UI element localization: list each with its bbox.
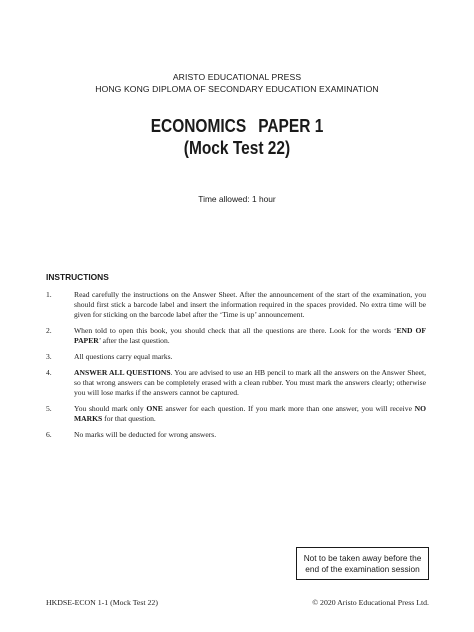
instruction-number: 2.: [46, 326, 52, 335]
instruction-text-part: ’ after the last question.: [98, 336, 170, 345]
instruction-emphasis: ONE: [146, 404, 163, 413]
instruction-number: 6.: [46, 430, 52, 439]
instructions-list: [46, 290, 426, 446]
notice-box: [296, 547, 429, 580]
instruction-text-part: You should mark only: [74, 404, 147, 413]
instruction-text: [74, 290, 426, 319]
instruction-text-part: Read carefully the instructions on the Answer Sheet. After the announcement of the start of the examination, you should first stick a barcode label and insert the information required in the spaces provided. No extra time will be given for sticking on the barcode label after the ‘Time is up’ announcement.: [74, 290, 426, 319]
instruction-item: [46, 290, 426, 320]
instruction-text: [74, 352, 172, 361]
instruction-text-part: When told to open this book, you should check that all the questions are there. Look for the words ‘: [74, 326, 397, 335]
time-allowed: Time allowed: 1 hour: [198, 194, 276, 204]
instruction-text: [74, 368, 426, 397]
publisher-header: [0, 72, 474, 95]
footer-code: HKDSE-ECON 1-1 (Mock Test 22): [46, 598, 158, 607]
instruction-text-part: No marks will be deducted for wrong answers.: [74, 430, 217, 439]
footer-copyright: © 2020 Aristo Educational Press Ltd.: [312, 598, 429, 607]
exam-name: HONG KONG DIPLOMA OF SECONDARY EDUCATION EXAMINATION: [95, 83, 379, 94]
subject-title: ECONOMICS: [150, 116, 247, 136]
publisher-name: ARISTO EDUCATIONAL PRESS: [172, 72, 302, 82]
instruction-emphasis: END OF PAPER: [74, 326, 426, 345]
instruction-emphasis: NO MARKS: [74, 404, 426, 423]
page-title: [33, 115, 441, 137]
test-subtitle: (Mock Test 22): [183, 138, 291, 158]
instruction-number: 4.: [46, 368, 52, 377]
instruction-item: [46, 404, 426, 424]
instruction-text: [74, 326, 426, 345]
notice-line-1: Not to be taken away before the: [303, 553, 422, 563]
instruction-item: [46, 326, 426, 346]
instruction-item: [46, 352, 426, 362]
instruction-number: 1.: [46, 290, 52, 299]
instruction-number: 3.: [46, 352, 52, 361]
instruction-text-part: answer for each question. If you mark more than one answer, you will receive: [162, 404, 415, 413]
instruction-item: [46, 368, 426, 398]
instructions-heading: INSTRUCTIONS: [46, 272, 109, 282]
instruction-item: [46, 430, 426, 440]
instruction-text: [74, 430, 216, 439]
instruction-emphasis: ANSWER ALL QUESTIONS: [74, 368, 171, 377]
instruction-number: 5.: [46, 404, 52, 413]
instruction-text-part: All questions carry equal marks.: [74, 352, 173, 361]
instruction-text: [74, 404, 426, 423]
paper-title: PAPER 1: [258, 116, 324, 136]
instruction-text-part: for that question.: [102, 414, 156, 423]
instruction-text-part: . You are advised to use an HB pencil to mark all the answers on the Answer Sheet, so that wrong answers can be completely erased with a clean rubber. You must mark the answers clearly; otherwise you will lose marks if the answers cannot be captured.: [74, 368, 426, 397]
notice-line-2: end of the examination session: [305, 563, 420, 574]
